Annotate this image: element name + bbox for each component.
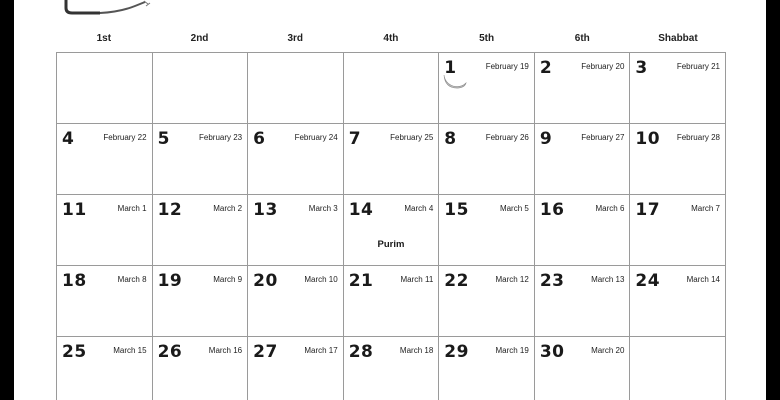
hebrew-day-number: 30 (539, 342, 565, 362)
hebrew-day-number: 4 (62, 129, 75, 149)
day-cell[interactable] (153, 266, 249, 337)
gregorian-date: February 20 (581, 62, 625, 71)
weekday-header: 4th (383, 33, 399, 44)
hebrew-day-number: 24 (635, 271, 661, 291)
hebrew-day-number: 8 (444, 129, 457, 149)
hebrew-day-number: 29 (444, 342, 469, 362)
hebrew-day-number: 25 (62, 342, 87, 362)
hebrew-day-number: 26 (157, 342, 183, 362)
gregorian-date: February 27 (581, 133, 625, 142)
gregorian-date: March 20 (591, 346, 625, 355)
day-cell[interactable] (630, 337, 726, 400)
day-cell[interactable] (248, 53, 344, 124)
day-cell[interactable] (535, 195, 631, 266)
weekday-header: 5th (479, 33, 495, 44)
hebrew-day-number: 14 (348, 200, 374, 220)
hebrew-day-number: 28 (348, 342, 374, 362)
gregorian-date: March 19 (495, 346, 529, 355)
hebrew-day-number: 15 (444, 200, 469, 220)
gregorian-date: March 4 (404, 204, 434, 213)
hebrew-day-number: 18 (62, 271, 87, 291)
gregorian-date: February 19 (485, 62, 529, 71)
day-cell[interactable] (153, 53, 249, 124)
day-cell[interactable] (535, 124, 631, 195)
day-cell[interactable] (344, 53, 440, 124)
weekday-header: Shabbat (658, 33, 698, 44)
gregorian-date: February 28 (676, 133, 720, 142)
day-cell[interactable] (439, 266, 535, 337)
day-cell[interactable] (153, 337, 249, 400)
hebrew-day-number: 2 (539, 58, 553, 78)
day-cell[interactable] (57, 266, 153, 337)
gregorian-date: March 17 (304, 346, 338, 355)
calendar-grid (56, 52, 726, 400)
hebrew-day-number: 22 (444, 271, 469, 291)
gregorian-date: March 10 (304, 275, 338, 284)
gregorian-date: March 15 (113, 346, 147, 355)
gregorian-date: March 16 (208, 346, 243, 355)
day-cell[interactable] (248, 337, 344, 400)
gregorian-date: March 3 (308, 204, 338, 213)
hebrew-day-number: 12 (157, 200, 183, 220)
hebrew-day-number: 21 (348, 271, 374, 291)
gregorian-date: February 22 (103, 133, 147, 142)
day-cell[interactable] (630, 124, 726, 195)
gregorian-date: February 25 (390, 133, 434, 142)
day-cell[interactable] (57, 53, 153, 124)
hebrew-day-number: 11 (62, 200, 87, 220)
gregorian-date: March 12 (495, 275, 529, 284)
gregorian-date: February 21 (676, 62, 720, 71)
weekday-header: 3rd (287, 33, 303, 44)
gregorian-date: March 18 (399, 346, 434, 355)
day-cell[interactable] (57, 337, 153, 400)
day-cell[interactable] (439, 53, 535, 124)
hebrew-day-number: 10 (635, 129, 661, 149)
gregorian-date: March 11 (400, 275, 434, 284)
day-cell[interactable] (344, 195, 440, 266)
weekday-header: 1st (96, 33, 112, 44)
hebrew-day-number: 6 (253, 129, 266, 149)
day-cell[interactable] (630, 195, 726, 266)
weekday-header: 6th (574, 33, 590, 44)
gregorian-date: March 1 (117, 204, 147, 213)
hebrew-day-number: 5 (157, 129, 170, 149)
gregorian-date: March 13 (591, 275, 625, 284)
weekday-header-row (56, 30, 726, 48)
hebrew-day-number: 3 (635, 58, 648, 78)
hebrew-day-number: 16 (539, 200, 565, 220)
hebrew-day-number: 17 (635, 200, 661, 220)
hebrew-day-number: 20 (253, 271, 278, 291)
gregorian-date: March 8 (117, 275, 147, 284)
hebrew-day-number: 9 (539, 129, 553, 149)
hebrew-day-number: 23 (539, 271, 565, 291)
day-cell[interactable] (248, 266, 344, 337)
day-cell[interactable] (439, 195, 535, 266)
day-cell[interactable] (630, 266, 726, 337)
gregorian-date: February 23 (199, 133, 243, 142)
day-cell[interactable] (248, 195, 344, 266)
hebrew-day-number: 13 (253, 200, 278, 220)
gregorian-date: February 24 (294, 133, 338, 142)
gregorian-date: March 5 (499, 204, 529, 213)
hebrew-day-number: 19 (157, 271, 183, 291)
day-cell[interactable] (153, 195, 249, 266)
calendar-page (14, 0, 766, 400)
gregorian-date: March 9 (213, 275, 243, 284)
day-cell[interactable] (535, 266, 631, 337)
crescent-moon-icon (439, 69, 467, 91)
day-cell[interactable] (57, 195, 153, 266)
day-cell[interactable] (344, 124, 440, 195)
day-cell[interactable] (248, 124, 344, 195)
day-cell[interactable] (344, 337, 440, 400)
day-cell[interactable] (57, 124, 153, 195)
gregorian-date: March 14 (686, 275, 720, 284)
gregorian-date: March 7 (691, 204, 720, 213)
day-cell[interactable] (630, 53, 726, 124)
hebrew-day-number: 7 (348, 129, 362, 149)
header-illustration (60, 0, 170, 18)
hebrew-day-number: 1 (444, 58, 457, 78)
gregorian-date: March 2 (213, 204, 243, 213)
day-cell[interactable] (153, 124, 249, 195)
day-cell[interactable] (535, 53, 631, 124)
holiday-label: Purim (377, 239, 405, 250)
weekday-header: 2nd (190, 33, 209, 44)
gregorian-date: March 6 (595, 204, 625, 213)
hebrew-day-number: 27 (253, 342, 278, 362)
day-cell[interactable] (535, 337, 631, 400)
day-cell[interactable] (439, 124, 535, 195)
day-cell[interactable] (439, 337, 535, 400)
day-cell[interactable] (344, 266, 440, 337)
gregorian-date: February 26 (485, 133, 529, 142)
